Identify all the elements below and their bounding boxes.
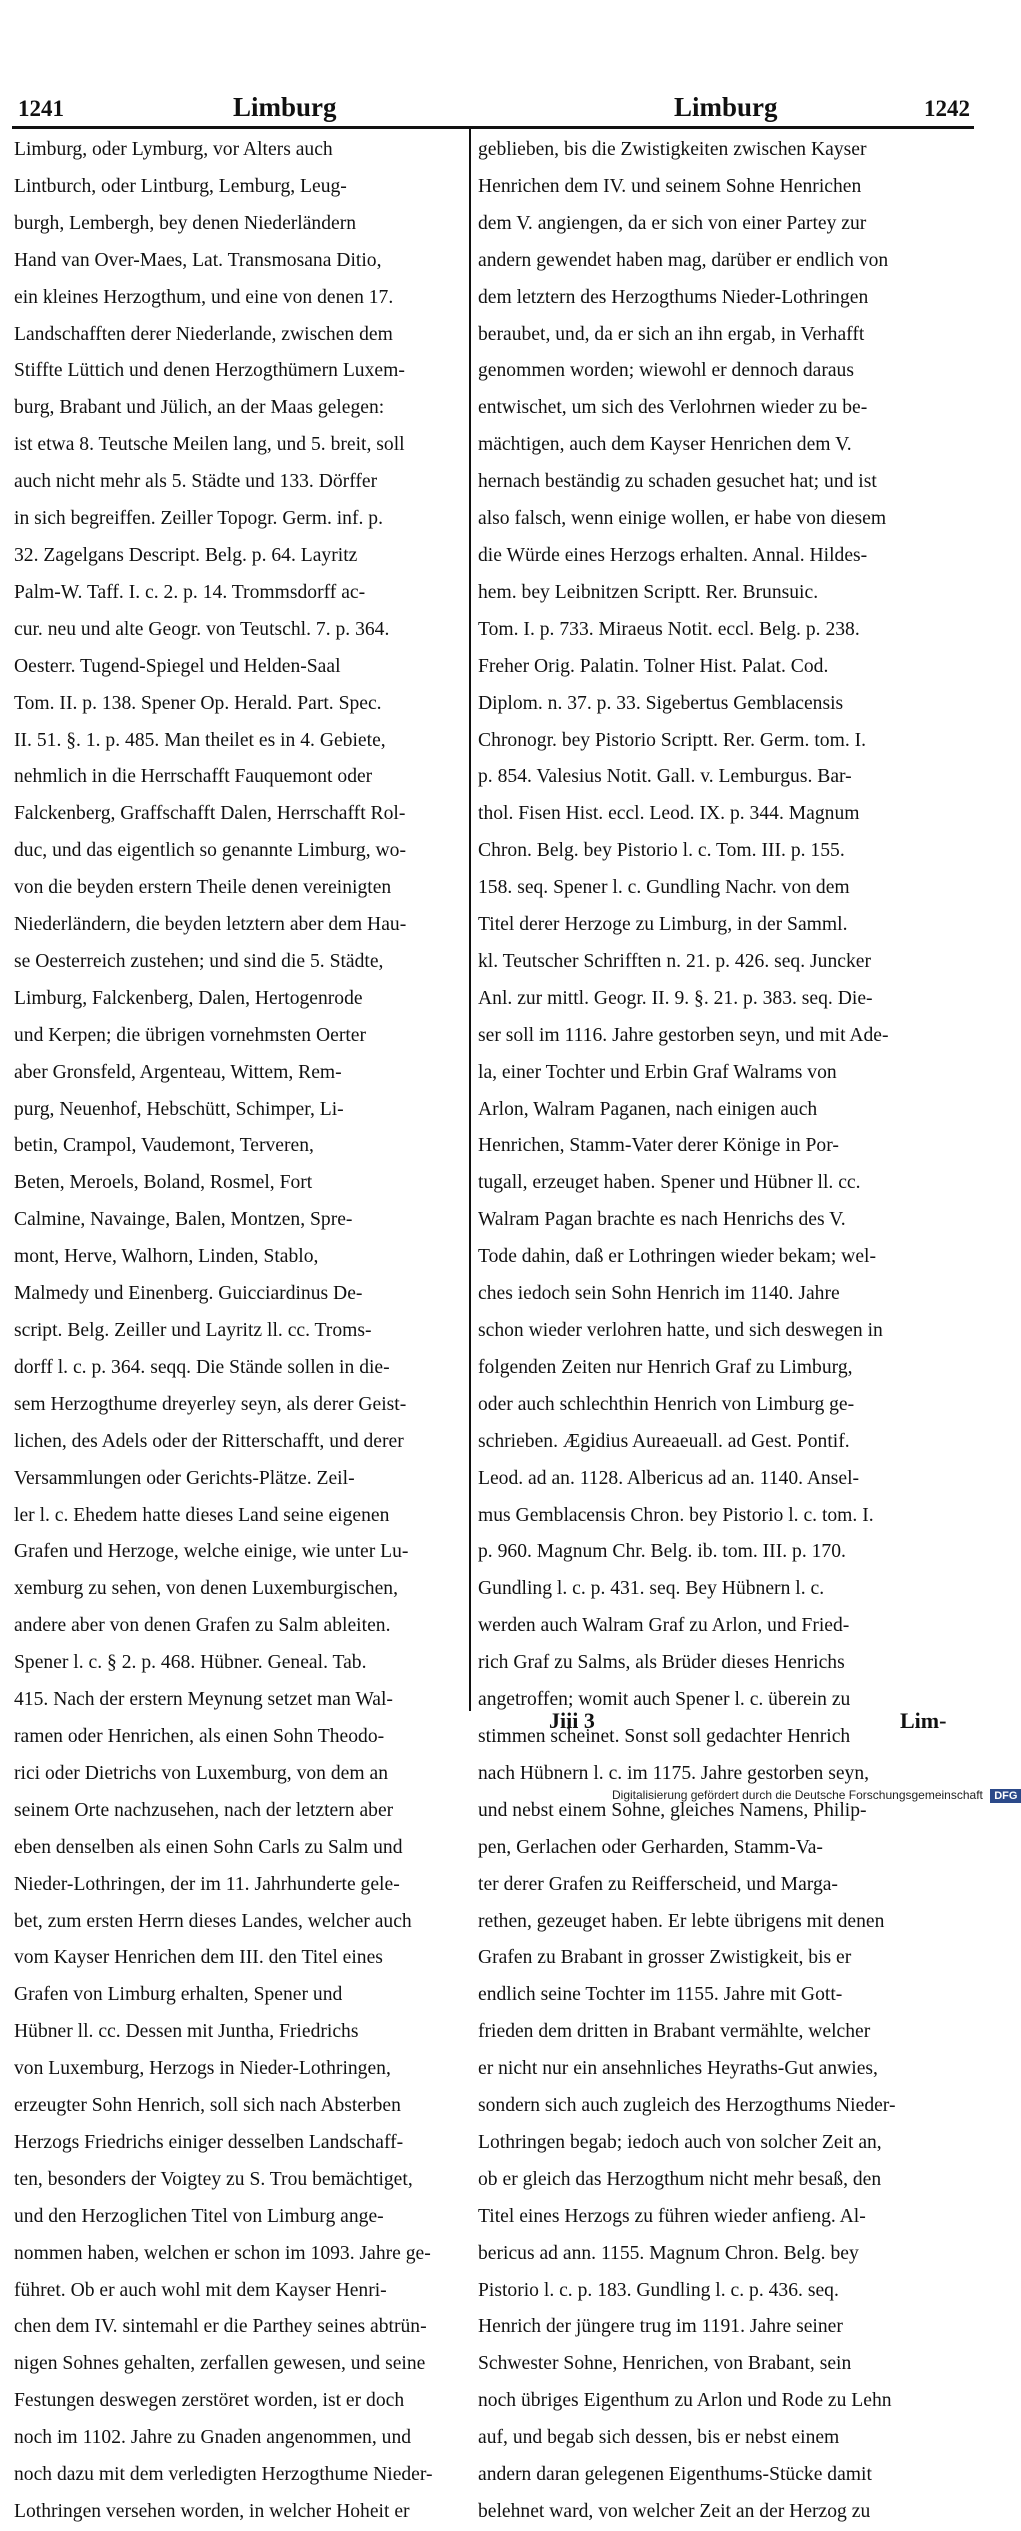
text-line: ist etwa 8. Teutsche Meilen lang, und 5. breit, soll (14, 434, 405, 456)
text-line: folgenden Zeiten nur Henrich Graf zu Limburg, (478, 1356, 853, 1378)
text-line: p. 854. Valesius Notit. Gall. v. Lemburgus. Bar- (478, 766, 852, 788)
text-line: und nebst einem Sohne, gleiches Namens, Philip- (478, 1799, 867, 1821)
text-line: Nieder-Lothringen, der im 11. Jahrhunderte gele- (14, 1873, 400, 1895)
text-line: Stiffte Lüttich und denen Herzogthümern Luxem- (14, 360, 405, 382)
text-line: sondern sich auch zugleich des Herzogthums Nieder- (478, 2095, 896, 2117)
text-line: la, einer Tochter und Erbin Graf Walrams von (478, 1061, 837, 1083)
text-line: geblieben, bis die Zwistigkeiten zwischen Kayser (478, 139, 867, 160)
text-line: nehmlich in die Herrschafft Fauquemont oder (14, 766, 373, 788)
text-line: ler l. c. Ehedem hatte dieses Land seine eigenen (14, 1504, 390, 1526)
text-line: Henrichen dem IV. und seinem Sohne Henrichen (478, 175, 862, 197)
text-line: nommen haben, welchen er schon im 1093. Jahre ge- (14, 2242, 431, 2264)
text-line: Versammlungen oder Gerichts-Plätze. Zeil- (14, 1467, 355, 1489)
text-line: II. 51. §. 1. p. 485. Man theilet es in 4. Gebiete, (14, 729, 386, 751)
text-line: Beten, Meroels, Boland, Rosmel, Fort (14, 1172, 313, 1194)
text-line: Limburg, oder Lymburg, vor Alters auch (14, 139, 333, 160)
text-line: thol. Fisen Hist. eccl. Leod. IX. p. 344. Magnum (478, 803, 860, 825)
running-title-right: Limburg (674, 92, 778, 122)
text-line: Pistorio l. c. p. 183. Gundling l. c. p. 436. seq. (478, 2279, 839, 2301)
text-line: Anl. zur mittl. Geogr. II. 9. §. 21. p. 383. seq. Die- (478, 987, 873, 1009)
text-line: erzeugter Sohn Henrich, soll sich nach Absterben (14, 2095, 401, 2117)
text-line: Lothringen versehen worden, in welcher Hoheit er (14, 2501, 410, 2522)
text-line: script. Belg. Zeiller und Layritz ll. cc. Troms- (14, 1320, 372, 1341)
text-line: Spener l. c. § 2. p. 468. Hübner. Geneal. Tab. (14, 1652, 367, 1674)
text-line: ein kleines Herzogthum, und eine von denen 17. (14, 286, 394, 308)
text-line: genommen worden; wiewohl er dennoch daraus (478, 360, 854, 382)
text-line: Landschafften derer Niederlande, zwischen dem (14, 323, 393, 345)
text-line: Freher Orig. Palatin. Tolner Hist. Palat. Cod. (478, 655, 829, 677)
text-line: Diplom. n. 37. p. 33. Sigebertus Gemblacensis (478, 692, 844, 714)
text-line: burg, Brabant und Jülich, an der Maas gelegen: (14, 397, 385, 419)
text-line: ten, besonders der Voigtey zu S. Trou bemächtiget, (14, 2168, 413, 2190)
text-line: xemburg zu sehen, von denen Luxemburgischen, (14, 1578, 398, 1600)
text-line: p. 960. Magnum Chr. Belg. ib. tom. III. p. 170. (478, 1541, 846, 1563)
text-line: pen, Gerlachen oder Gerharden, Stamm-Va- (478, 1836, 823, 1858)
text-line: noch im 1102. Jahre zu Gnaden angenommen, und (14, 2427, 412, 2449)
text-line: schrieben. Ægidius Aureaeuall. ad Gest. Pontif. (478, 1430, 850, 1452)
text-line: mus Gemblacensis Chron. bey Pistorio l. c. tom. I. (478, 1504, 874, 1526)
text-line: seinem Orte nachzusehen, nach der letztern aber (14, 1799, 394, 1821)
text-line: Hand van Over-Maes, Lat. Transmosana Ditio, (14, 249, 382, 271)
running-title-left: Limburg (233, 92, 337, 122)
text-line: Palm-W. Taff. I. c. 2. p. 14. Trommsdorff ac- (14, 581, 366, 603)
text-line: cur. neu und alte Geogr. von Teutschl. 7. p. 364. (14, 618, 390, 640)
text-line: Schwester Sohne, Henrichen, von Brabant, sein (478, 2353, 852, 2375)
text-line: Lothringen begab; iedoch auch von solcher Zeit an, (478, 2131, 882, 2153)
text-line: se Oesterreich zustehen; und sind die 5. Städte, (14, 950, 384, 972)
text-line: Titel derer Herzoge zu Limburg, in der Samml. (478, 914, 848, 936)
text-line: betin, Crampol, Vaudemont, Terveren, (14, 1135, 314, 1157)
text-line: Chronogr. bey Pistorio Scriptt. Rer. Germ. tom. I. (478, 729, 867, 751)
column-divider (469, 127, 471, 1711)
text-line: angetroffen; womit auch Spener l. c. überein zu (478, 1689, 851, 1711)
text-line: in sich begreiffen. Zeiller Topogr. Germ. inf. p. (14, 508, 383, 530)
text-line: purg, Neuenhof, Hebschütt, Schimper, Li- (14, 1098, 344, 1120)
text-line: Hübner ll. cc. Dessen mit Juntha, Friedrichs (14, 2021, 359, 2043)
text-line: aber Gronsfeld, Argenteau, Wittem, Rem- (14, 1061, 342, 1083)
text-line: 415. Nach der erstern Meynung setzet man Wal- (14, 1689, 393, 1711)
text-line: kl. Teutscher Schrifften n. 21. p. 426. seq. Juncker (478, 950, 871, 972)
text-line: andere aber von denen Grafen zu Salm ableiten. (14, 1615, 391, 1637)
page-number-right: 1242 (924, 96, 970, 121)
header-rule (12, 126, 974, 129)
signature-mark: Jiii 3 (549, 1708, 595, 1733)
text-line: tugall, erzeuget haben. Spener und Hübner ll. cc. (478, 1172, 861, 1194)
text-line: Oesterr. Tugend-Spiegel und Helden-Saal (14, 655, 341, 677)
text-line: schon wieder verlohren hatte, und sich deswegen in (478, 1320, 883, 1341)
text-line: also falsch, wenn einige wollen, er habe von diesem (478, 508, 887, 530)
text-line: die Würde eines Herzogs erhalten. Annal. Hildes- (478, 544, 868, 566)
text-line: andern gewendet haben mag, darüber er endlich von (478, 249, 889, 271)
text-line: Niederländern, die beyden letztern aber dem Hau- (14, 914, 407, 936)
text-line: werden auch Walram Graf zu Arlon, und Fried- (478, 1615, 850, 1637)
text-line: er nicht nur ein ansehnliches Heyraths-Gut anwies, (478, 2058, 878, 2080)
text-line: auf, und begab sich dessen, bis er nebst einem (478, 2427, 840, 2449)
text-line: und Kerpen; die übrigen vornehmsten Oerter (14, 1024, 367, 1046)
left-column (14, 132, 460, 2522)
text-line: bet, zum ersten Herrn dieses Landes, welcher auch (14, 1910, 412, 1932)
text-line: rici oder Dietrichs von Luxemburg, von dem an (14, 1762, 389, 1784)
catchword: Lim- (900, 1708, 947, 1733)
text-line: Chron. Belg. bey Pistorio l. c. Tom. III. p. 155. (478, 840, 845, 862)
page-number-left: 1241 (18, 96, 64, 121)
text-line: belehnet ward, von welcher Zeit an der Herzog zu (478, 2501, 871, 2522)
text-line: 158. seq. Spener l. c. Gundling Nachr. von dem (478, 877, 850, 899)
credit-text: Digitalisierung gefördert durch die Deutsche Forschungsgemeinschaft (612, 1788, 983, 1802)
page-footer (0, 1706, 1000, 1746)
text-line: 32. Zagelgans Descript. Belg. p. 64. Layritz (14, 544, 358, 566)
text-line: hem. bey Leibnitzen Scriptt. Rer. Brunsuic. (478, 581, 819, 603)
text-line: führet. Ob er auch wohl mit dem Kayser Henri- (14, 2279, 387, 2301)
text-line: mont, Herve, Walhorn, Linden, Stablo, (14, 1246, 319, 1268)
text-line: ches iedoch sein Sohn Henrich im 1140. Jahre (478, 1283, 840, 1305)
text-line: endlich seine Tochter im 1155. Jahre mit Gott- (478, 1984, 843, 2006)
text-line: burgh, Lembergh, bey denen Niederländern (14, 212, 357, 234)
text-line: hernach beständig zu schaden gesuchet hat; und ist (478, 471, 877, 493)
text-line: Falckenberg, Graffschafft Dalen, Herrschafft Rol- (14, 803, 406, 825)
text-line: Grafen und Herzoge, welche einige, wie unter Lu- (14, 1541, 409, 1563)
text-line: ter derer Grafen zu Reifferscheid, und Marga- (478, 1873, 838, 1895)
text-line: sem Herzogthume dreyerley seyn, als derer Geist- (14, 1393, 407, 1415)
text-line: dem letztern des Herzogthums Nieder-Lothringen (478, 286, 869, 308)
text-line: auch nicht mehr als 5. Städte und 133. Dörffer (14, 471, 378, 493)
text-line: Festungen deswegen zerstöret worden, ist er doch (14, 2390, 405, 2412)
text-line: duc, und das eigentlich so genannte Limburg, wo- (14, 840, 406, 862)
text-line: andern daran gelegenen Eigenthums-Stücke damit (478, 2464, 872, 2486)
text-line: mächtigen, auch dem Kayser Henrichen dem V. (478, 434, 852, 456)
text-line: Arlon, Walram Paganen, nach einigen auch (478, 1098, 818, 1120)
text-line: und den Herzoglichen Titel von Limburg ange- (14, 2205, 384, 2227)
text-line: Titel eines Herzogs zu führen wieder anfieng. Al- (478, 2205, 866, 2227)
text-line: Grafen zu Brabant in grosser Zwistigkeit, bis er (478, 1947, 852, 1969)
text-line: lichen, des Adels oder der Ritterschafft, und derer (14, 1430, 404, 1452)
text-line: Tom. II. p. 138. Spener Op. Herald. Part. Spec. (14, 692, 382, 714)
text-line: stimmen scheinet. Sonst soll gedachter Henrich (478, 1725, 851, 1747)
text-line: Tom. I. p. 733. Miraeus Notit. eccl. Belg. p. 238. (478, 618, 860, 640)
text-line: noch übriges Eigenthum zu Arlon und Rode zu Lehn (478, 2390, 892, 2412)
text-line: Calmine, Navainge, Balen, Montzen, Spre- (14, 1209, 353, 1231)
digitization-credit (612, 1788, 1018, 1808)
text-line: ramen oder Henrichen, als einen Sohn Theodo- (14, 1725, 385, 1747)
text-line: dorff l. c. p. 364. seqq. Die Stände sollen in die- (14, 1356, 390, 1378)
text-line: ser soll im 1116. Jahre gestorben seyn, und mit Ade- (478, 1024, 889, 1046)
text-line: ob er gleich das Herzogthum nicht mehr besaß, den (478, 2168, 882, 2190)
text-line: rich Graf zu Salms, als Brüder dieses Henrichs (478, 1652, 845, 1674)
text-line: nigen Sohnes gehalten, zerfallen gewesen, und seine (14, 2353, 426, 2375)
text-line: Malmedy und Einenberg. Guicciardinus De- (14, 1283, 363, 1305)
text-line: Henrich der jüngere trug im 1191. Jahre seiner (478, 2316, 843, 2338)
text-line: oder auch schlechthin Henrich von Limburg ge- (478, 1393, 855, 1415)
text-line: von die beyden erstern Theile denen vereinigten (14, 877, 392, 899)
text-line: bericus ad ann. 1155. Magnum Chron. Belg. bey (478, 2242, 859, 2264)
text-line: Limburg, Falckenberg, Dalen, Hertogenrode (14, 987, 363, 1009)
text-line: Gundling l. c. p. 431. seq. Bey Hübnern l. c. (478, 1578, 825, 1600)
text-line: von Luxemburg, Herzogs in Nieder-Lothringen, (14, 2058, 391, 2080)
text-line: Henrichen, Stamm-Vater derer Könige in Por- (478, 1135, 839, 1157)
text-line: vom Kayser Henrichen dem III. den Titel eines (14, 1947, 383, 1969)
text-line: Lintburch, oder Lintburg, Lemburg, Leug- (14, 175, 347, 197)
text-line: entwischet, um sich des Verlohrnen wieder zu be- (478, 397, 868, 419)
text-line: Herzogs Friedrichs einiger desselben Landschaff- (14, 2131, 404, 2153)
text-line: noch dazu mit dem verledigten Herzogthume Nieder- (14, 2464, 433, 2486)
dfg-logo: DFG (990, 1789, 1021, 1803)
text-line: rethen, gezeuget haben. Er lebte übrigens mit denen (478, 1910, 885, 1932)
text-line: Walram Pagan brachte es nach Henrichs des V. (478, 1209, 846, 1231)
text-line: chen dem IV. sintemahl er die Parthey seines abtrün- (14, 2316, 427, 2338)
text-line: Grafen von Limburg erhalten, Spener und (14, 1984, 343, 2006)
text-line: eben denselben als einen Sohn Carls zu Salm und (14, 1836, 403, 1858)
text-line: Leod. ad an. 1128. Albericus ad an. 1140. Ansel- (478, 1467, 860, 1489)
text-line: Tode dahin, daß er Lothringen wieder bekam; wel- (478, 1246, 876, 1268)
text-line: frieden dem dritten in Brabant vermählte, welcher (478, 2021, 871, 2043)
text-line: dem V. angiengen, da er sich von einer Partey zur (478, 212, 867, 234)
text-line: nach Hübnern l. c. im 1175. Jahre gestorben seyn, (478, 1762, 870, 1784)
text-line: beraubet, und, da er sich an ihn ergab, in Verhafft (478, 323, 865, 345)
